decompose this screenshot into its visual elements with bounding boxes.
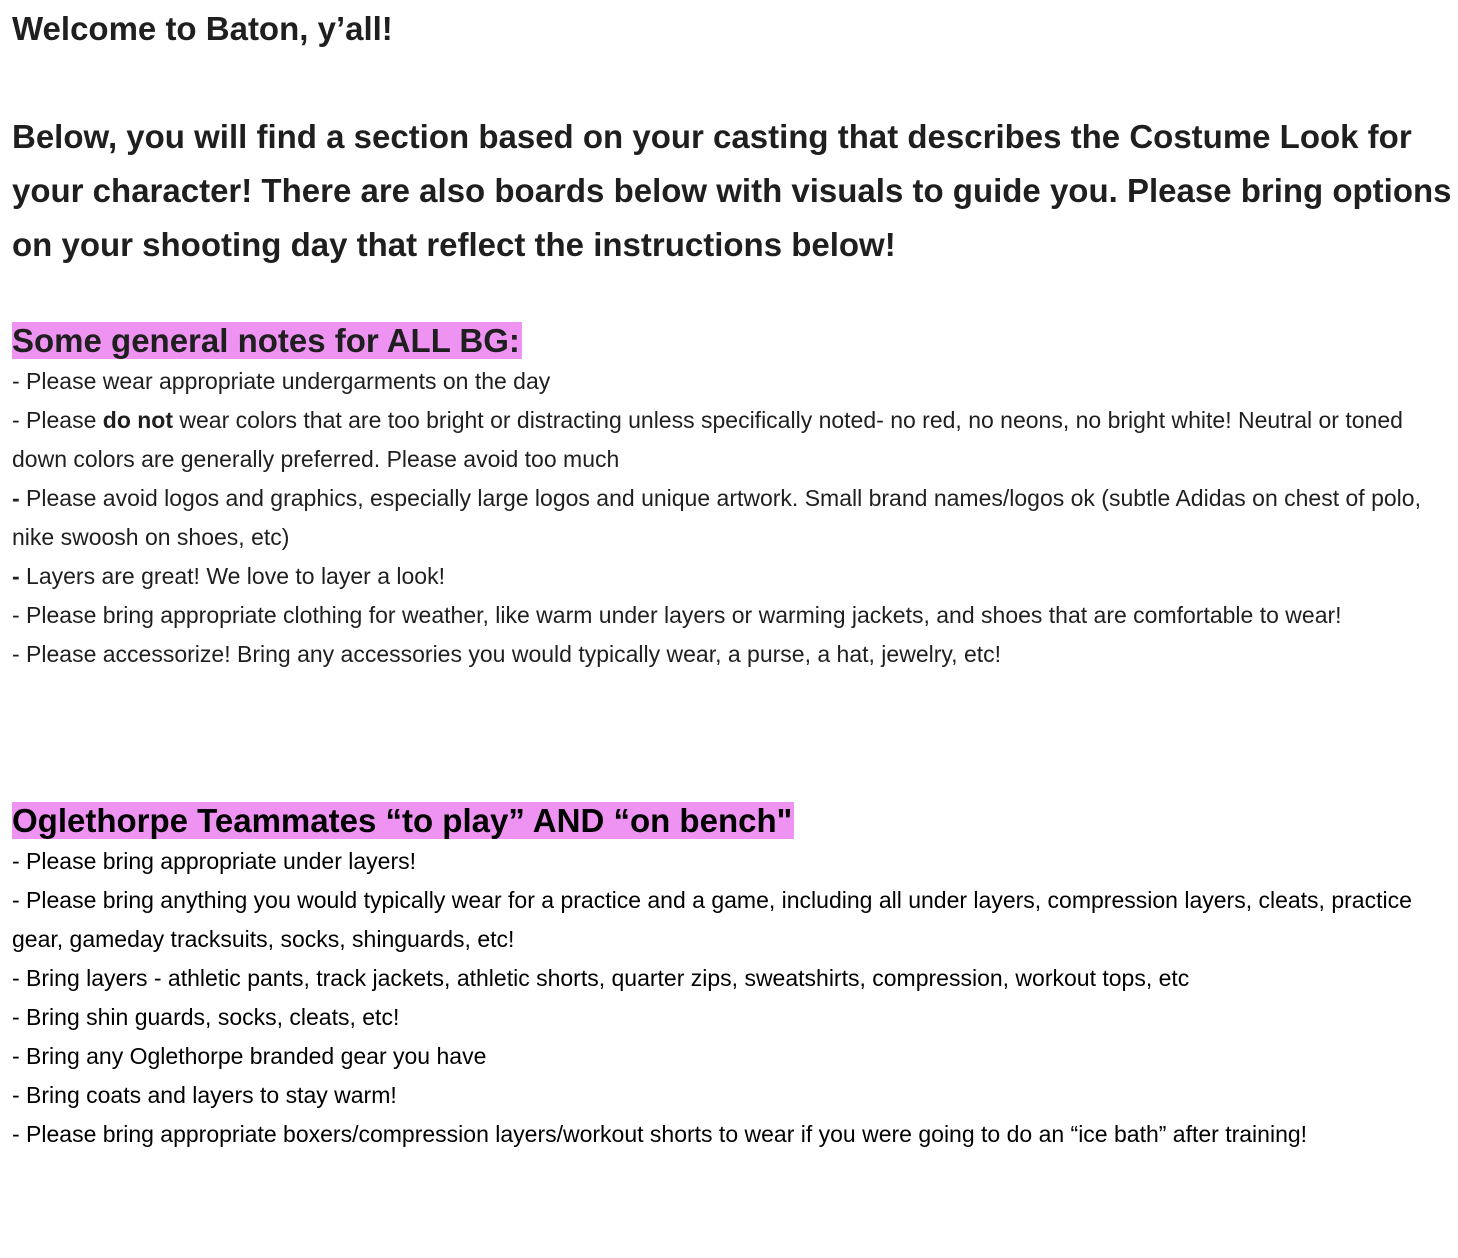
bullet-dash: -	[12, 563, 20, 589]
list-item-text: - Please	[12, 407, 103, 433]
list-item: - Please bring appropriate clothing for weather, like warm under layers or warming jackets, and shoes that are comfortable to wear!	[12, 602, 1342, 628]
list-item: - Please bring anything you would typically wear for a practice and a game, including all under layers, compression layers, cleats, practice gear, gameday tracksuits, socks, shinguards, etc!	[12, 887, 1412, 952]
general-notes-list	[12, 362, 1452, 674]
list-item	[12, 557, 1452, 596]
document-body	[12, 0, 1452, 1154]
list-item-text: Layers are great! We love to layer a look!	[19, 563, 445, 589]
list-item	[12, 479, 1452, 557]
list-item-text: wear colors that are too bright or distracting unless specifically noted- no red, no neons, no bright white! Neutral or toned down colors are generally preferred. Please avoid too much	[12, 407, 1403, 472]
list-item: - Please bring appropriate under layers!	[12, 848, 417, 874]
list-item	[12, 401, 1452, 479]
bullet-dash: -	[12, 485, 20, 511]
general-notes-heading	[12, 320, 1452, 362]
general-notes-heading-text: Some general notes for ALL BG:	[12, 322, 520, 359]
oglethorpe-notes-list	[12, 842, 1452, 1154]
list-item: - Please accessorize! Bring any accessories you would typically wear, a purse, a hat, jewelry, etc!	[12, 641, 1002, 667]
intro-paragraph: Below, you will find a section based on your casting that describes the Costume Look for your character! There are also boards below with visuals to guide you. Please bring options on your shooting day that reflect the instructions below!	[12, 118, 1452, 263]
emphasis-text: do not	[102, 407, 174, 433]
list-item-text: Please avoid logos and graphics, especially large logos and unique artwork. Small brand names/logos ok (subtle Adidas on chest of polo, nike swoosh on shoes, etc)	[12, 485, 1421, 550]
list-item: - Bring coats and layers to stay warm!	[12, 1082, 397, 1108]
oglethorpe-teammates-heading-text: Oglethorpe Teammates “to play” AND “on bench"	[12, 802, 793, 839]
list-item: - Bring any Oglethorpe branded gear you have	[12, 1043, 487, 1069]
oglethorpe-teammates-heading	[12, 800, 1452, 842]
list-item: - Bring layers - athletic pants, track jackets, athletic shorts, quarter zips, sweatshirts, compression, workout tops, etc	[12, 965, 1190, 991]
list-item: - Bring shin guards, socks, cleats, etc!	[12, 1004, 400, 1030]
welcome-heading: Welcome to Baton, y’all!	[12, 10, 393, 47]
list-item: - Please wear appropriate undergarments on the day	[12, 368, 551, 394]
list-item: - Please bring appropriate boxers/compression layers/workout shorts to wear if you were going to do an “ice bath” after training!	[12, 1121, 1308, 1147]
